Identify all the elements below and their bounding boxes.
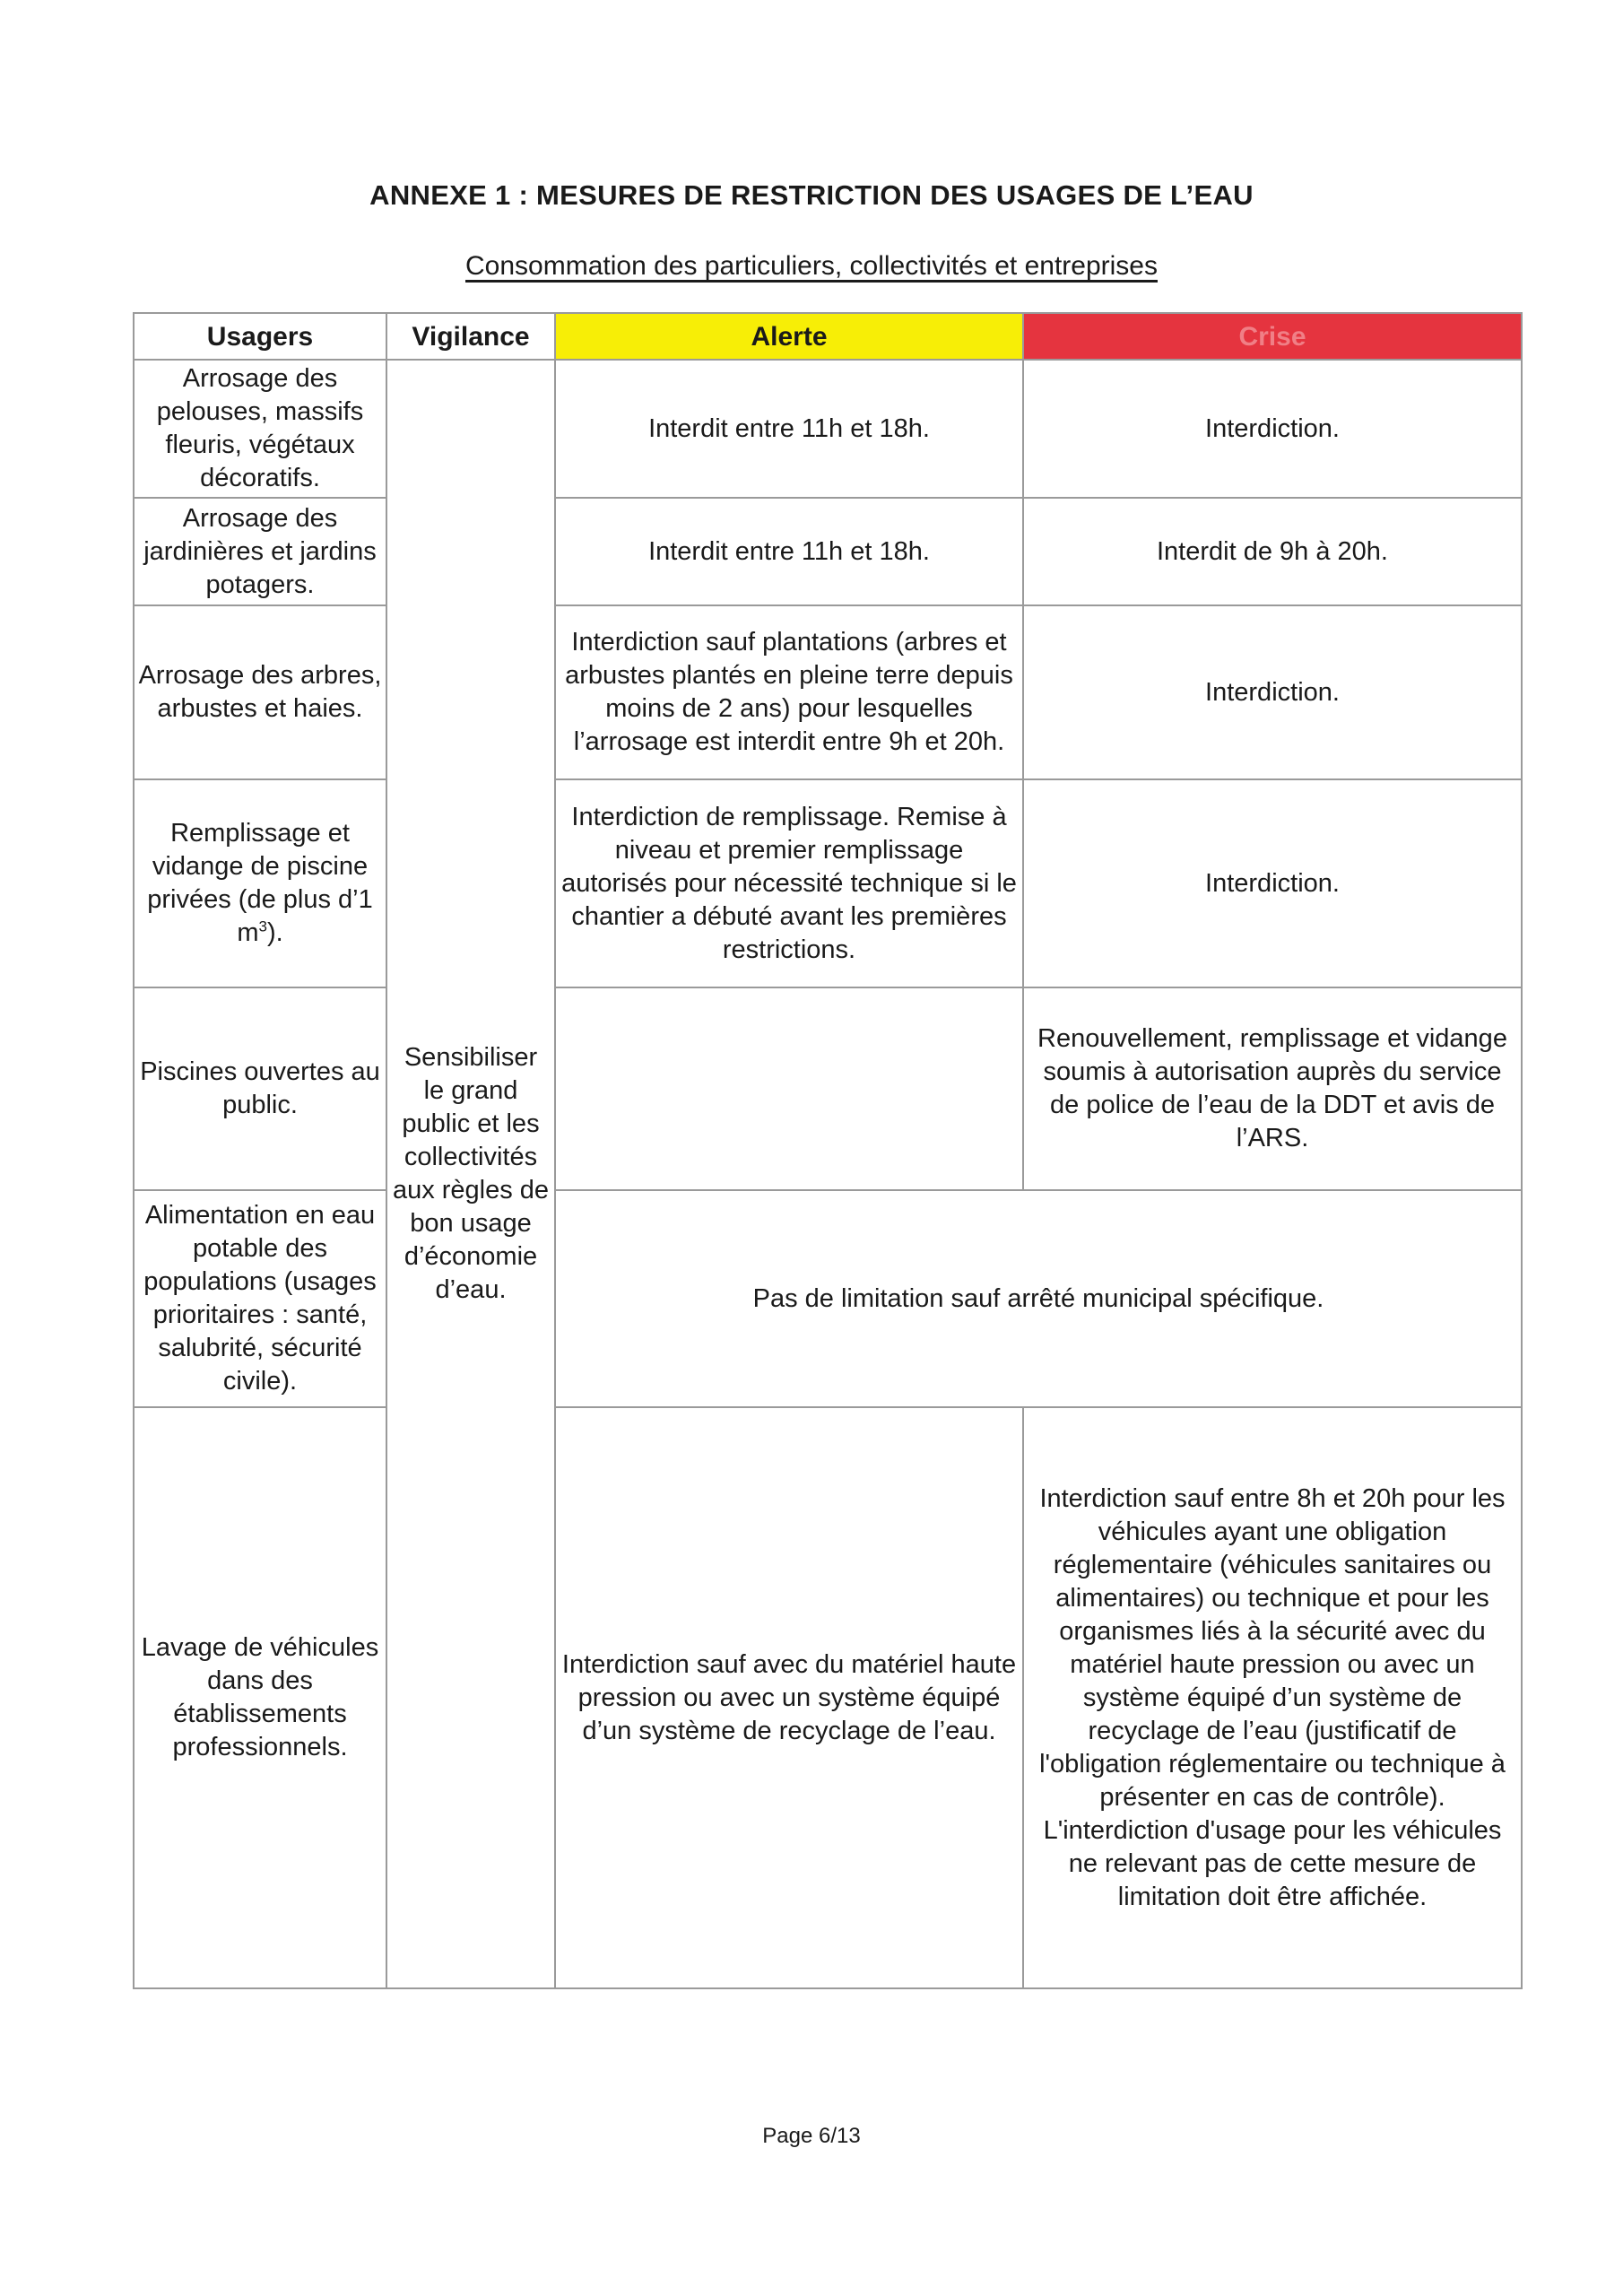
table-header-row: [134, 313, 1522, 360]
usager-cell: Arrosage des pelouses, massifs fleuris, végétaux décoratifs.: [134, 360, 386, 498]
document-title: ANNEXE 1 : MESURES DE RESTRICTION DES USAGES DE L’EAU: [369, 179, 1254, 211]
usager-text-end: ).: [266, 918, 283, 947]
alerte-crise-cell: Pas de limitation sauf arrêté municipal spécifique.: [555, 1190, 1522, 1407]
table-row: [134, 779, 1522, 987]
table-row: [134, 498, 1522, 605]
alerte-cell: Interdiction de remplissage. Remise à niveau et premier remplissage autorisés pour nécessité technique si le chantier a débuté avant les premières restrictions.: [555, 779, 1023, 987]
header-vigilance: Vigilance: [386, 313, 555, 360]
crise-cell: Interdiction sauf entre 8h et 20h pour les véhicules ayant une obligation réglementaire (véhicules sanitaires ou alimentaires) ou technique et pour les organismes liés à la sécurité avec du matériel haute pression ou avec un système équipé d’un système de recyclage de l’eau (justificatif de l'obligation réglementaire ou technique à présenter en cas de contrôle). L'interdiction d'usage pour les véhicules ne relevant pas de cette mesure de limitation doit être affichée.: [1023, 1407, 1522, 1988]
table-row: [134, 360, 1522, 498]
document-subtitle: Consommation des particuliers, collectivités et entreprises: [465, 251, 1158, 281]
crise-cell: Interdiction.: [1023, 779, 1522, 987]
superscript-text: 3: [258, 918, 267, 935]
table-row: [134, 1190, 1522, 1407]
crise-cell: Interdiction.: [1023, 360, 1522, 498]
alerte-cell: Interdiction sauf avec du matériel haute pression ou avec un système équipé d’un système de recyclage de l’eau.: [555, 1407, 1023, 1988]
table-row: [134, 1407, 1522, 1988]
usager-cell: Arrosage des arbres, arbustes et haies.: [134, 605, 386, 779]
table-row: [134, 987, 1522, 1190]
usager-text: Remplissage et vidange de piscine privées (de plus d’1 m: [147, 819, 373, 947]
usager-cell: Alimentation en eau potable des populations (usages prioritaires : santé, salubrité, sécurité civile).: [134, 1190, 386, 1407]
header-usagers: Usagers: [134, 313, 386, 360]
table-row: [134, 605, 1522, 779]
header-crise: Crise: [1023, 313, 1522, 360]
alerte-cell: Interdit entre 11h et 18h.: [555, 360, 1023, 498]
crise-cell: Interdiction.: [1023, 605, 1522, 779]
alerte-cell: [555, 987, 1023, 1190]
usager-cell: Arrosage des jardinières et jardins potagers.: [134, 498, 386, 605]
restriction-table: [133, 312, 1523, 1989]
usager-cell: Lavage de véhicules dans des établissements professionnels.: [134, 1407, 386, 1988]
usager-cell: [134, 779, 386, 987]
crise-cell: Renouvellement, remplissage et vidange soumis à autorisation auprès du service de police de l’eau de la DDT et avis de l’ARS.: [1023, 987, 1522, 1190]
usager-cell: Piscines ouvertes au public.: [134, 987, 386, 1190]
crise-cell: Interdit de 9h à 20h.: [1023, 498, 1522, 605]
alerte-cell: Interdit entre 11h et 18h.: [555, 498, 1023, 605]
alerte-cell: Interdiction sauf plantations (arbres et arbustes plantés en pleine terre depuis moins de 2 ans) pour lesquelles l’arrosage est interdit entre 9h et 20h.: [555, 605, 1023, 779]
header-alerte: Alerte: [555, 313, 1023, 360]
page-number: Page 6/13: [762, 2124, 861, 2148]
vigilance-cell: Sensibiliser le grand public et les collectivités aux règles de bon usage d’économie d’eau.: [386, 360, 555, 1988]
